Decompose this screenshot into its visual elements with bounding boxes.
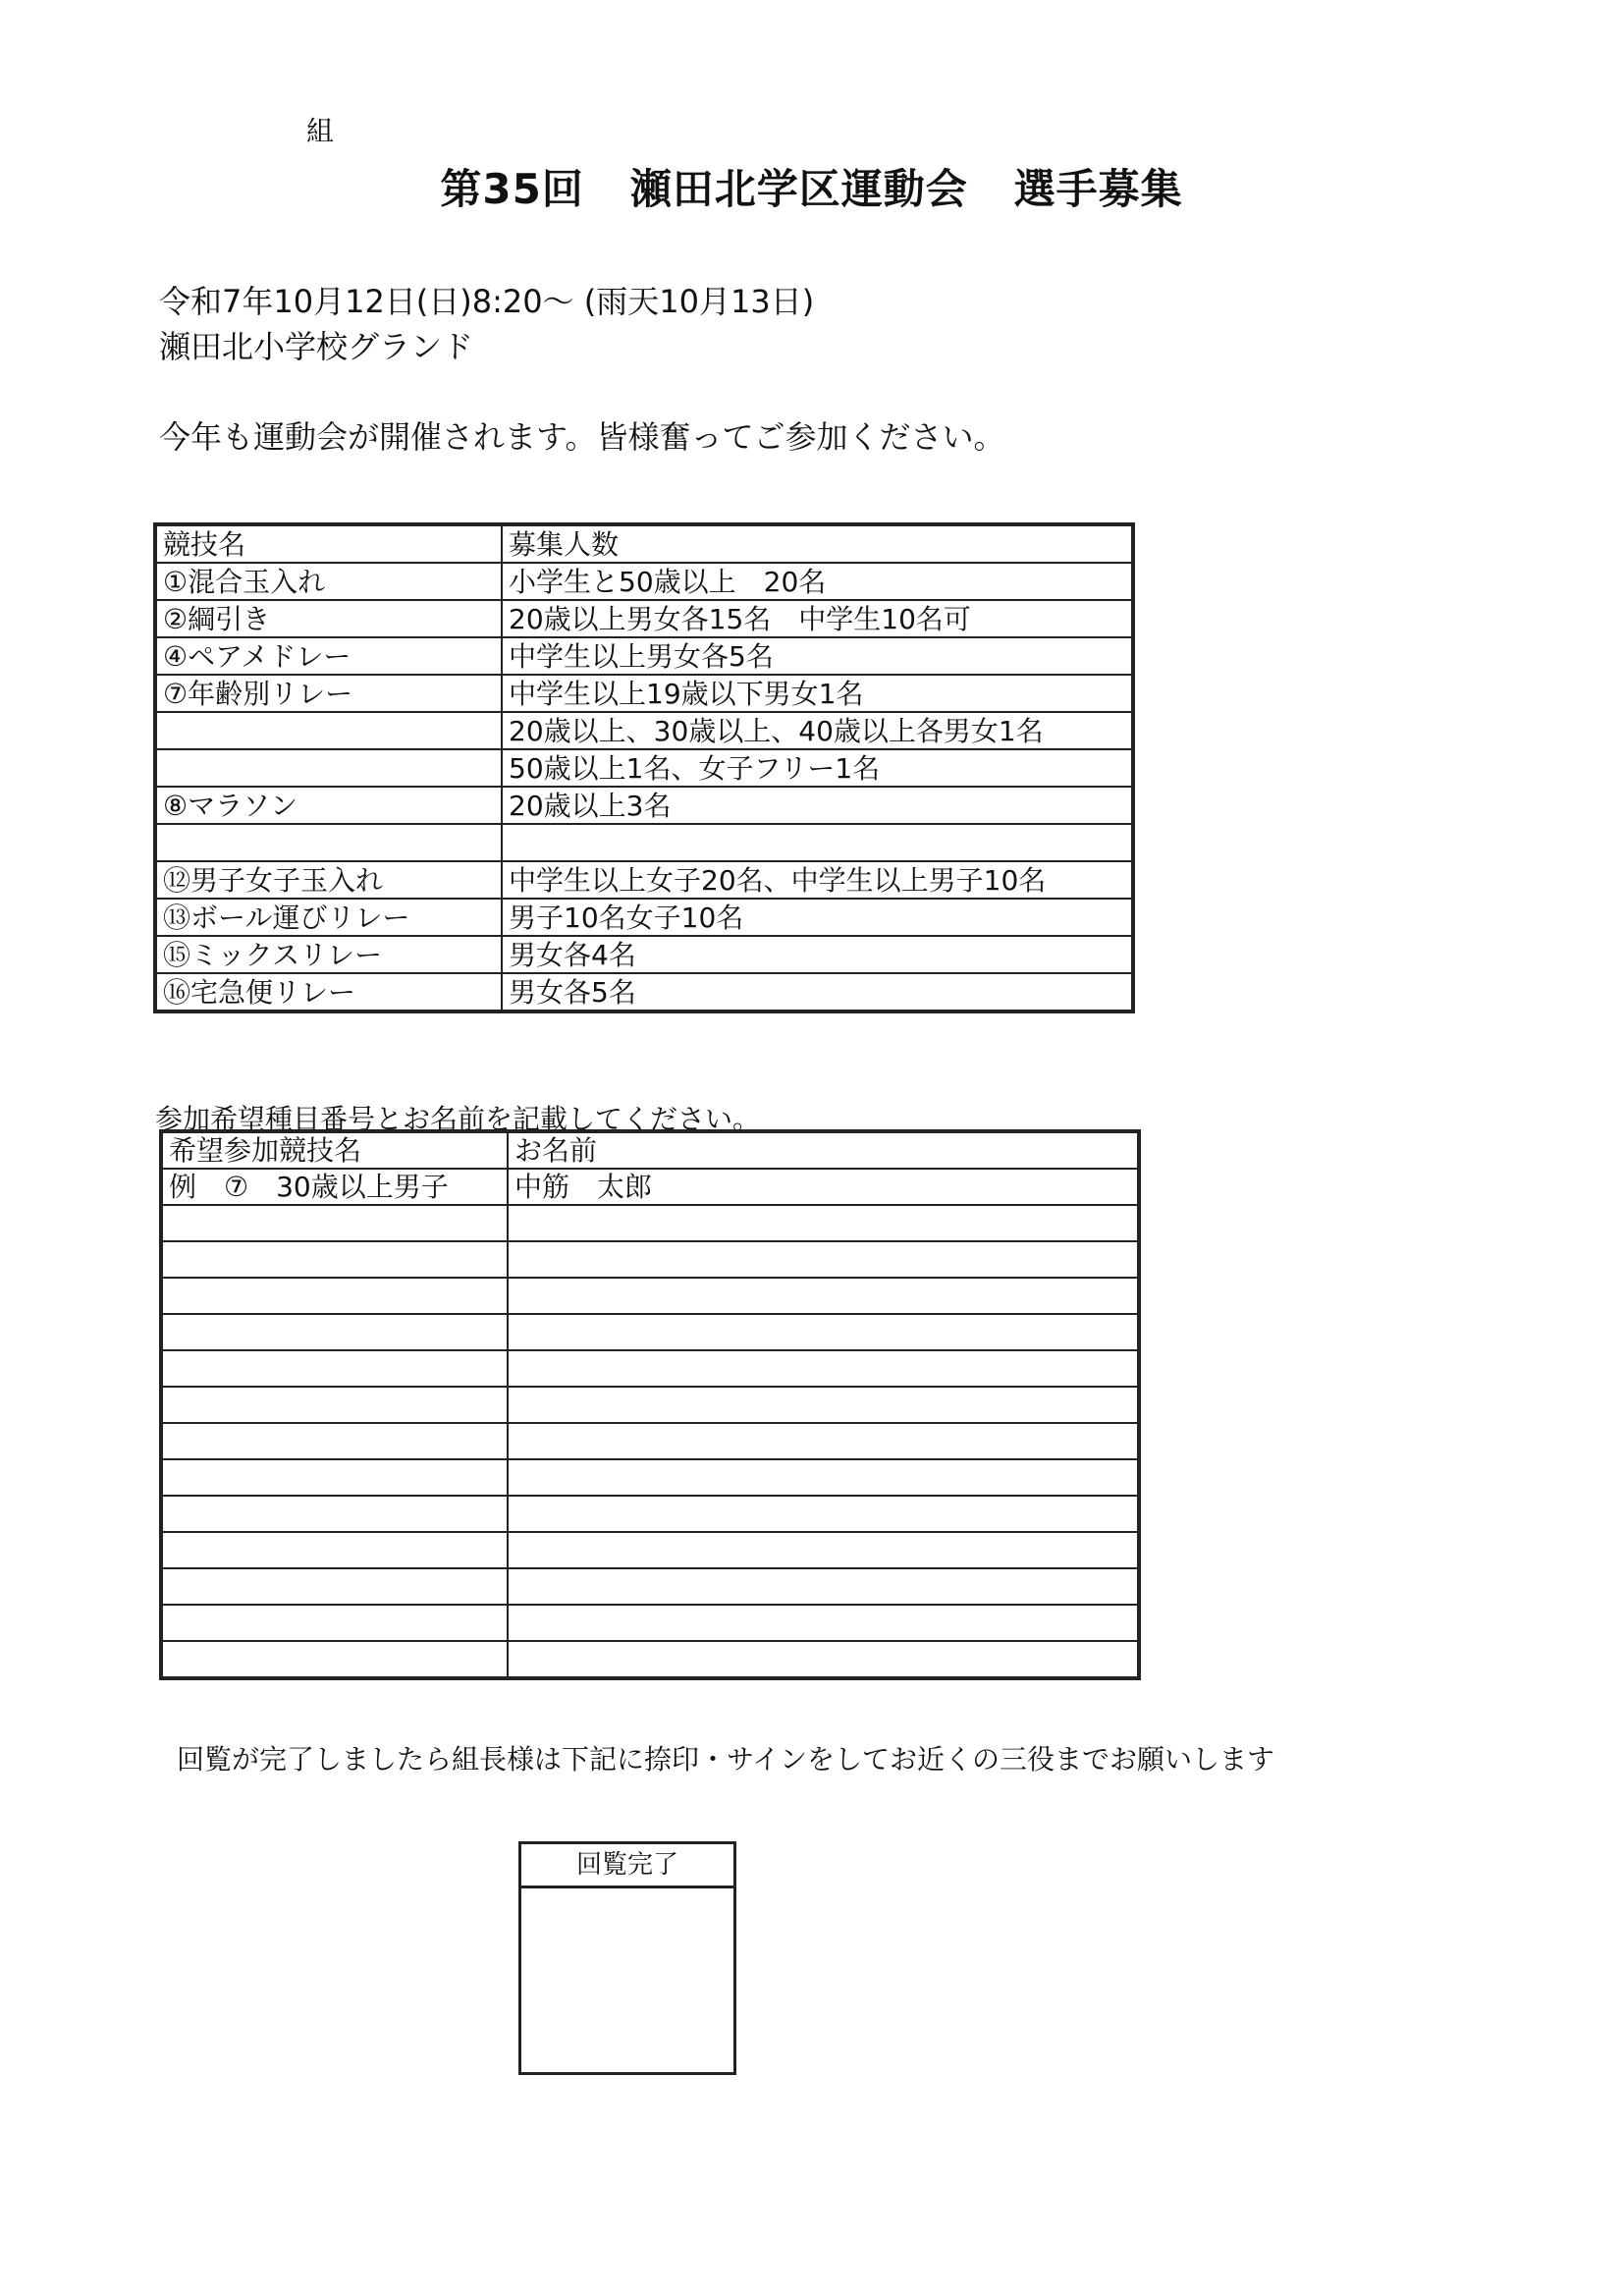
header-event-name: 競技名 [155, 524, 502, 563]
entry-name-field[interactable] [508, 1387, 1139, 1423]
entry-row[interactable] [161, 1423, 1139, 1459]
entry-table-header [161, 1131, 1139, 1169]
entry-row[interactable] [161, 1314, 1139, 1350]
entry-event-field[interactable] [161, 1532, 508, 1568]
circulation-stamp-box [518, 1841, 736, 2075]
recruit-count: 50歳以上1名、女子フリー1名 [502, 749, 1133, 787]
entry-event-field[interactable] [161, 1314, 508, 1350]
entry-event-field[interactable] [161, 1387, 508, 1423]
event-name [155, 749, 502, 787]
events-table [153, 522, 1135, 1013]
entry-event-field[interactable] [161, 1278, 508, 1314]
table-row [155, 675, 1133, 712]
entry-row[interactable] [161, 1568, 1139, 1605]
table-row [155, 899, 1133, 936]
entry-name-field[interactable] [508, 1205, 1139, 1241]
table-row [155, 600, 1133, 637]
table-row [155, 712, 1133, 749]
event-name: ⑧マラソン [155, 787, 502, 824]
recruit-count: 中学生以上男女各5名 [502, 637, 1133, 675]
entry-name-field[interactable] [508, 1278, 1139, 1314]
event-name: ⑮ミックスリレー [155, 936, 502, 973]
header-desired-event: 希望参加競技名 [161, 1131, 508, 1169]
entry-row[interactable] [161, 1278, 1139, 1314]
recruit-count: 中学生以上19歳以下男女1名 [502, 675, 1133, 712]
entry-row[interactable] [161, 1205, 1139, 1241]
entry-event-field[interactable] [161, 1605, 508, 1641]
table-row [155, 749, 1133, 787]
entry-event-field[interactable] [161, 1496, 508, 1532]
recruit-count [502, 824, 1133, 861]
entry-row[interactable] [161, 1459, 1139, 1496]
header-recruit-count: 募集人数 [502, 524, 1133, 563]
intro-text: 今年も運動会が開催されます。皆様奮ってご参加ください。 [159, 418, 1005, 456]
entry-row[interactable] [161, 1532, 1139, 1568]
entry-instruction: 参加希望種目番号とお名前を記載してください。 [155, 1103, 761, 1135]
table-row [155, 824, 1133, 861]
entry-row[interactable] [161, 1496, 1139, 1532]
event-name: ②綱引き [155, 600, 502, 637]
example-name: 中筋 太郎 [508, 1169, 1139, 1205]
entry-event-field[interactable] [161, 1350, 508, 1387]
entry-name-field[interactable] [508, 1459, 1139, 1496]
event-name: ⑦年齢別リレー [155, 675, 502, 712]
entry-event-field[interactable] [161, 1241, 508, 1278]
entry-name-field[interactable] [508, 1241, 1139, 1278]
recruit-count: 20歳以上、30歳以上、40歳以上各男女1名 [502, 712, 1133, 749]
entry-event-field[interactable] [161, 1568, 508, 1605]
recruit-count: 20歳以上3名 [502, 787, 1133, 824]
entry-event-field[interactable] [161, 1423, 508, 1459]
entry-name-field[interactable] [508, 1568, 1139, 1605]
entry-name-field[interactable] [508, 1350, 1139, 1387]
entry-event-field[interactable] [161, 1459, 508, 1496]
header-name: お名前 [508, 1131, 1139, 1169]
event-name: ①混合玉入れ [155, 563, 502, 600]
table-row [155, 787, 1133, 824]
event-name: ④ペアメドレー [155, 637, 502, 675]
event-place: 瀬田北小学校グランド [159, 328, 474, 365]
recruit-count: 男子10名女子10名 [502, 899, 1133, 936]
entry-row[interactable] [161, 1387, 1139, 1423]
table-row [155, 936, 1133, 973]
example-event: 例 ⑦ 30歳以上男子 [161, 1169, 508, 1205]
table-row [161, 1169, 1139, 1205]
entry-name-field[interactable] [508, 1496, 1139, 1532]
recruit-count: 男女各4名 [502, 936, 1133, 973]
title-recruit: 選手募集 [1013, 165, 1183, 213]
kumi-label: 組 [306, 115, 335, 147]
entry-table [159, 1129, 1141, 1680]
table-row [155, 637, 1133, 675]
table-row [155, 861, 1133, 899]
event-name [155, 824, 502, 861]
events-table-header [155, 524, 1133, 563]
circulation-note: 回覧が完了しましたら組長様は下記に捺印・サインをしてお近くの三役までお願いします [177, 1743, 1275, 1776]
event-name: ⑫男子女子玉入れ [155, 861, 502, 899]
table-row [155, 973, 1133, 1011]
title-event: 瀬田北学区運動会 [629, 165, 968, 213]
table-row [155, 563, 1133, 600]
entry-name-field[interactable] [508, 1314, 1139, 1350]
entry-name-field[interactable] [508, 1605, 1139, 1641]
recruit-count: 男女各5名 [502, 973, 1133, 1011]
event-name: ⑯宅急便リレー [155, 973, 502, 1011]
title-edition: 第35回 [440, 165, 584, 213]
recruit-count: 20歳以上男女各15名 中学生10名可 [502, 600, 1133, 637]
recruit-count: 小学生と50歳以上 20名 [502, 563, 1133, 600]
entry-row[interactable] [161, 1241, 1139, 1278]
entry-row[interactable] [161, 1641, 1139, 1678]
entry-name-field[interactable] [508, 1641, 1139, 1678]
page-title [0, 157, 1623, 216]
circulation-box-label: 回覧完了 [521, 1844, 733, 1888]
entry-event-field[interactable] [161, 1641, 508, 1678]
event-name: ⑬ボール運びリレー [155, 899, 502, 936]
event-date: 令和7年10月12日(日)8:20〜 (雨天10月13日) [159, 283, 815, 320]
event-name [155, 712, 502, 749]
entry-event-field[interactable] [161, 1205, 508, 1241]
entry-name-field[interactable] [508, 1532, 1139, 1568]
stamp-area[interactable] [521, 1888, 733, 2071]
recruit-count: 中学生以上女子20名、中学生以上男子10名 [502, 861, 1133, 899]
entry-row[interactable] [161, 1350, 1139, 1387]
entry-name-field[interactable] [508, 1423, 1139, 1459]
entry-row[interactable] [161, 1605, 1139, 1641]
